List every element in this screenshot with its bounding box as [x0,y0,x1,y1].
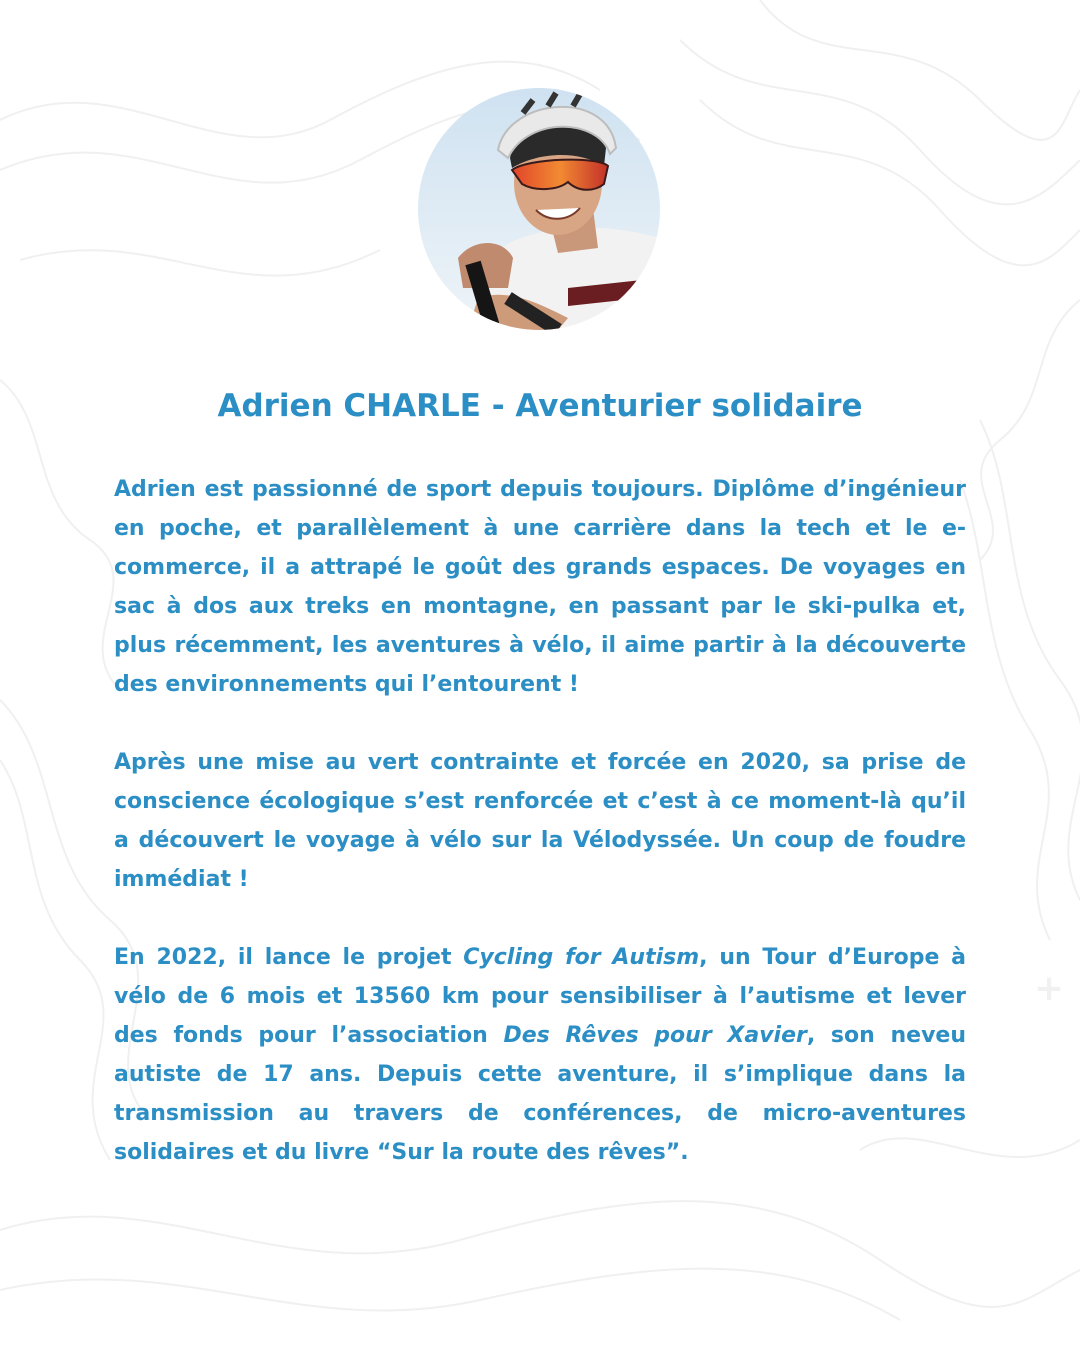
bio-paragraph-3-part-2: , un Tour d’Europe à vélo de 6 mois et 13560 km pour sensibiliser à l’autisme et lever des fonds pour l’association [114,945,966,1048]
project-name: Cycling for Autism [463,945,700,970]
page-title: Adrien CHARLE - Aventurier solidaire [217,388,863,424]
plus-icon: + [1034,968,1065,1009]
bio-paragraph-3-part-3: , son neveu autiste de 17 ans. Depuis cette aventure, il s’implique dans la transmission au travers de conférences, de micro-aventures solidaires et du livre “Sur la route des rêves”. [114,1023,966,1165]
bio-paragraph-2: Après une mise au vert contrainte et forcée en 2020, sa prise de conscience écologique s’est renforcée et c’est à ce moment-là qu’il a découvert le voyage à vélo sur la Vélodyssée. Un coup de foudre immédiat ! [114,750,966,892]
bio-text [114,470,966,1172]
bio-paragraph-3-part-1: En 2022, il lance le projet [114,945,464,970]
association-name: Des Rêves pour Xavier [503,1023,807,1048]
bio-paragraph-3 [114,938,966,1172]
bio-paragraph-1: Adrien est passionné de sport depuis toujours. Diplôme d’ingénieur en poche, et parallèlement à une carrière dans la tech et le e-commerce, il a attrapé le goût des grands espaces. De voyages en sac à dos aux treks en montagne, en passant par le ski-pulka et, plus récemment, les aventures à vélo, il aime partir à la découverte des environnements qui l’entourent ! [114,477,966,697]
cyclist-portrait-image [418,88,660,330]
avatar [418,88,660,330]
